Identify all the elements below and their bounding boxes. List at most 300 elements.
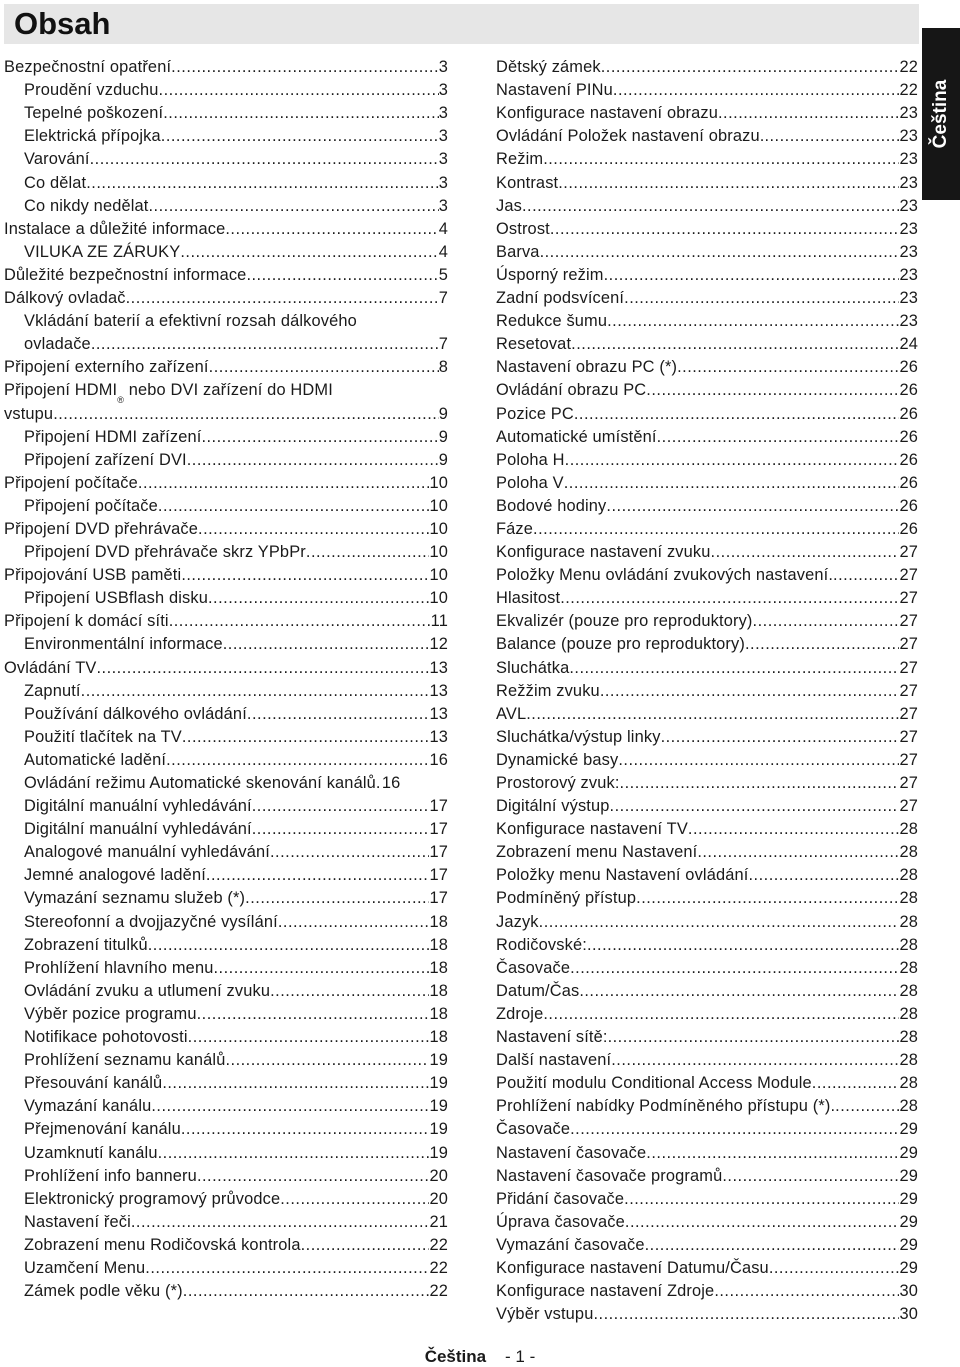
toc-leader-dots xyxy=(270,842,429,862)
toc-entry[interactable] xyxy=(496,1186,918,1209)
toc-entry[interactable] xyxy=(496,608,918,631)
toc-entry-label: Připojení DVD přehrávače xyxy=(4,519,199,538)
toc-leader-dots xyxy=(645,1235,900,1255)
toc-entry[interactable] xyxy=(4,793,448,816)
toc-entry-label: Pozice PC xyxy=(496,404,574,423)
toc-leader-dots xyxy=(646,380,899,400)
toc-leader-dots xyxy=(131,1212,430,1232)
toc-leader-dots xyxy=(158,1143,430,1163)
toc-entry[interactable] xyxy=(496,331,918,354)
toc-entry[interactable] xyxy=(496,77,918,100)
toc-page-number: 13 xyxy=(429,704,448,723)
toc-page-number: 23 xyxy=(899,312,918,331)
toc-entry[interactable] xyxy=(496,100,918,123)
toc-entry-label: Nastavení časovače programů xyxy=(496,1166,723,1185)
toc-page-number: 3 xyxy=(438,81,448,100)
toc-page-number: 19 xyxy=(429,1074,448,1093)
toc-entry-label: Jemné analogové ladění xyxy=(24,866,206,885)
toc-entry[interactable] xyxy=(4,377,448,423)
toc-leader-dots xyxy=(624,288,899,308)
toc-leader-dots xyxy=(187,450,439,470)
toc-leader-dots xyxy=(198,519,429,539)
toc-entry[interactable] xyxy=(4,839,448,862)
toc-entry[interactable] xyxy=(496,1301,918,1324)
toc-page-number: 17 xyxy=(429,889,448,908)
toc-leader-dots xyxy=(625,1212,900,1232)
toc-leader-dots xyxy=(225,1050,429,1070)
toc-entry[interactable] xyxy=(4,654,448,677)
toc-entry[interactable] xyxy=(4,908,448,931)
toc-page-number: 19 xyxy=(429,1120,448,1139)
toc-leader-dots xyxy=(570,1119,899,1139)
toc-leader-dots xyxy=(608,1027,900,1047)
toc-entry-label: Konfigurace nastavení obrazu xyxy=(496,104,718,123)
toc-leader-dots xyxy=(171,57,439,77)
toc-page-number: 27 xyxy=(899,566,918,585)
toc-entry-label: Vymazání seznamu služeb (*) xyxy=(24,889,246,908)
toc-page-number: 26 xyxy=(899,473,918,492)
toc-page-number: 19 xyxy=(429,1051,448,1070)
toc-entry-label: Připojení počítače xyxy=(4,473,138,492)
toc-entry[interactable] xyxy=(4,770,448,793)
toc-entry[interactable] xyxy=(496,701,918,724)
toc-page-number: 10 xyxy=(429,519,448,538)
toc-leader-dots xyxy=(613,80,900,100)
toc-page-number: 23 xyxy=(899,242,918,261)
toc-entry-label: Připojení DVD přehrávače skrz YPbPr xyxy=(24,543,306,562)
toc-entry[interactable] xyxy=(4,193,448,216)
toc-entry[interactable] xyxy=(4,239,448,262)
toc-leader-dots xyxy=(245,888,429,908)
toc-leader-dots xyxy=(181,565,429,585)
toc-leader-dots xyxy=(223,634,430,654)
toc-entry[interactable] xyxy=(496,54,918,77)
toc-entry-label: Uzamčení Menu xyxy=(24,1258,146,1277)
toc-page-number: 18 xyxy=(429,958,448,977)
toc-entry[interactable] xyxy=(496,424,918,447)
toc-entry-label: Ovládání zvuku a utlumení zvuku xyxy=(24,981,271,1000)
toc-leader-dots xyxy=(306,542,430,562)
toc-page-number: 17 xyxy=(429,866,448,885)
toc-entry[interactable] xyxy=(4,562,448,585)
toc-page-number: 7 xyxy=(438,335,448,354)
toc-entry-label: Varování xyxy=(24,150,90,169)
toc-entry-label: Co dělat xyxy=(24,173,87,192)
toc-leader-dots xyxy=(539,912,900,932)
toc-entry[interactable] xyxy=(4,1163,448,1186)
toc-page-number: 28 xyxy=(899,866,918,885)
toc-entry[interactable] xyxy=(496,1116,918,1139)
toc-entry[interactable] xyxy=(496,1139,918,1162)
toc-entry-line xyxy=(24,331,448,354)
toc-entry[interactable] xyxy=(496,354,918,377)
toc-page-number: 27 xyxy=(899,589,918,608)
toc-entry-label: Notifikace pohotovosti xyxy=(24,1028,188,1047)
toc-entry-label: Uzamknutí kanálu xyxy=(24,1143,158,1162)
toc-entry[interactable] xyxy=(4,77,448,100)
toc-entry[interactable] xyxy=(496,1093,918,1116)
toc-entry-label: Analogové manuální vyhledávání xyxy=(24,843,270,862)
toc-entry[interactable] xyxy=(496,1278,918,1301)
toc-entry[interactable] xyxy=(4,1278,448,1301)
toc-entry-label: Nastavení řeči xyxy=(24,1212,131,1231)
toc-leader-dots xyxy=(278,912,430,932)
toc-entry[interactable] xyxy=(4,424,448,447)
toc-leader-dots xyxy=(714,1281,899,1301)
toc-entry[interactable] xyxy=(496,539,918,562)
toc-entry[interactable] xyxy=(4,1139,448,1162)
toc-column-left xyxy=(4,54,448,1301)
toc-entry[interactable] xyxy=(4,216,448,239)
toc-entry[interactable] xyxy=(4,169,448,192)
toc-page-number: 20 xyxy=(429,1189,448,1208)
toc-leader-dots xyxy=(86,173,438,193)
page-footer xyxy=(0,1347,960,1367)
toc-leader-dots xyxy=(620,773,900,793)
toc-leader-dots xyxy=(604,265,900,285)
toc-entry[interactable] xyxy=(4,816,448,839)
toc-entry[interactable] xyxy=(4,631,448,654)
toc-leader-dots xyxy=(81,681,430,701)
toc-entry[interactable] xyxy=(496,978,918,1001)
toc-entry[interactable] xyxy=(4,1047,448,1070)
toc-leader-dots xyxy=(148,935,430,955)
page-title: Obsah xyxy=(14,6,111,41)
toc-leader-dots xyxy=(246,265,438,285)
toc-page-number: 22 xyxy=(899,58,918,77)
toc-entry-label: Konfigurace nastavení zvuku xyxy=(496,543,711,562)
toc-page-number: 23 xyxy=(899,265,918,284)
toc-page-number: 28 xyxy=(899,889,918,908)
toc-entry[interactable] xyxy=(4,493,448,516)
toc-entry-label-line2: ovladače xyxy=(24,335,91,354)
toc-leader-dots xyxy=(161,126,439,146)
toc-leader-dots xyxy=(607,311,899,331)
toc-page-number: 3 xyxy=(438,104,448,123)
toc-entry[interactable] xyxy=(4,539,448,562)
toc-entry[interactable] xyxy=(496,562,918,585)
toc-entry-label: Vymazání kanálu xyxy=(24,1097,152,1116)
toc-entry[interactable] xyxy=(4,1209,448,1232)
toc-page-number: 29 xyxy=(899,1120,918,1139)
toc-page-number: 19 xyxy=(429,1143,448,1162)
toc-entry-label-line2: vstupu xyxy=(4,404,54,423)
toc-page-number: 29 xyxy=(899,1143,918,1162)
toc-page-number: 29 xyxy=(899,1189,918,1208)
toc-entry[interactable] xyxy=(4,724,448,747)
toc-leader-dots xyxy=(197,1166,430,1186)
toc-leader-dots xyxy=(91,334,439,354)
toc-page-number: 27 xyxy=(899,635,918,654)
toc-entry-label: Připojení k domácí síti xyxy=(4,612,169,631)
toc-entry[interactable] xyxy=(4,678,448,701)
toc-entry-label: Ovládání Položek nastavení obrazu. xyxy=(496,127,765,146)
toc-entry[interactable] xyxy=(4,608,448,631)
toc-entry-label: Zobrazení menu Nastavení xyxy=(496,843,698,862)
toc-page-number: 16 xyxy=(381,774,401,792)
toc-entry[interactable] xyxy=(496,1209,918,1232)
toc-leader-dots xyxy=(180,242,438,262)
toc-entry[interactable] xyxy=(496,308,918,331)
toc-page-number: 10 xyxy=(429,589,448,608)
toc-leader-dots xyxy=(533,519,899,539)
toc-page-number: 28 xyxy=(899,981,918,1000)
toc-leader-dots xyxy=(280,1189,429,1209)
toc-page-number: 29 xyxy=(899,1258,918,1277)
toc-entry[interactable] xyxy=(4,862,448,885)
toc-page-number: 4 xyxy=(438,242,448,261)
toc-entry[interactable] xyxy=(496,516,918,539)
toc-entry[interactable] xyxy=(496,262,918,285)
toc-leader-dots xyxy=(543,149,899,169)
toc-entry[interactable] xyxy=(496,400,918,423)
toc-entry-label: Dětský zámek xyxy=(496,58,601,77)
toc-entry[interactable] xyxy=(496,1163,918,1186)
toc-entry[interactable] xyxy=(496,932,918,955)
toc-leader-dots xyxy=(610,796,900,816)
toc-leader-dots xyxy=(636,888,899,908)
toc-leader-dots xyxy=(601,57,900,77)
language-tab xyxy=(922,28,960,200)
toc-page-number: 10 xyxy=(429,473,448,492)
toc-entry[interactable] xyxy=(496,1047,918,1070)
toc-leader-dots xyxy=(618,750,899,770)
toc-entry[interactable] xyxy=(496,470,918,493)
toc-page-number: 21 xyxy=(429,1212,448,1231)
toc-leader-dots xyxy=(764,126,899,146)
toc-entry-line: Připojení HDMI ® nebo DVI zařízení do HDMI xyxy=(4,381,333,406)
toc-entry[interactable] xyxy=(496,216,918,239)
toc-entry[interactable] xyxy=(496,1255,918,1278)
toc-entry-label: Ostrost xyxy=(496,219,550,238)
toc-page-number: 9 xyxy=(438,427,448,446)
toc-entry[interactable] xyxy=(496,169,918,192)
toc-page-number: 9 xyxy=(438,450,448,469)
toc-entry-label: Připojení zařízení DVI xyxy=(24,450,187,469)
toc-entry[interactable] xyxy=(496,285,918,308)
toc-entry[interactable] xyxy=(4,100,448,123)
toc-leader-dots xyxy=(252,796,430,816)
toc-entry[interactable] xyxy=(4,447,448,470)
toc-entry-label: Balance (pouze pro reproduktory) xyxy=(496,635,745,654)
toc-entry-label: Co nikdy nedělat xyxy=(24,196,149,215)
toc-entry-label: Přidání časovače xyxy=(496,1189,625,1208)
toc-page-number: 19 xyxy=(429,1097,448,1116)
toc-entry[interactable] xyxy=(4,54,448,77)
toc-page-number: 8 xyxy=(438,358,448,377)
toc-entry[interactable] xyxy=(4,747,448,770)
toc-page-number: 3 xyxy=(438,173,448,192)
toc-entry[interactable] xyxy=(4,262,448,285)
toc-page-number: 27 xyxy=(899,727,918,746)
toc-leader-dots xyxy=(571,334,899,354)
toc-page-number: 23 xyxy=(899,219,918,238)
toc-page-number: 28 xyxy=(899,935,918,954)
toc-entry-label: Připojení USBflash disku xyxy=(24,589,208,608)
toc-page-number: 30 xyxy=(899,1305,918,1324)
toc-page-number: 29 xyxy=(899,1235,918,1254)
toc-entry[interactable] xyxy=(4,516,448,539)
toc-leader-dots xyxy=(163,103,438,123)
toc-entry[interactable] xyxy=(496,239,918,262)
toc-entry-label: Fáze xyxy=(496,519,534,538)
toc-entry-label: Zdroje xyxy=(496,1004,544,1023)
toc-entry[interactable] xyxy=(4,932,448,955)
toc-page-number: 3 xyxy=(438,127,448,146)
toc-leader-dots xyxy=(53,404,439,424)
toc-entry[interactable] xyxy=(4,1255,448,1278)
toc-entry-label: Konfigurace nastavení Datumu/Času xyxy=(496,1258,769,1277)
toc-page-number: 17 xyxy=(429,797,448,816)
toc-page-number: 28 xyxy=(899,1097,918,1116)
toc-entry[interactable] xyxy=(4,1070,448,1093)
toc-entry[interactable] xyxy=(496,724,918,747)
toc-entry[interactable] xyxy=(496,816,918,839)
toc-entry[interactable] xyxy=(4,1232,448,1255)
toc-entry-label: Nastavení časovače xyxy=(496,1143,647,1162)
toc-entry[interactable] xyxy=(496,862,918,885)
toc-entry-label: Prohlížení nabídky Podmíněného přístupu (*). xyxy=(496,1097,836,1116)
toc-page-number: 27 xyxy=(899,681,918,700)
toc-entry[interactable] xyxy=(4,470,448,493)
toc-page-number: 28 xyxy=(899,1074,918,1093)
toc-entry[interactable] xyxy=(4,308,448,354)
toc-entry[interactable] xyxy=(496,447,918,470)
toc-entry[interactable] xyxy=(496,885,918,908)
toc-entry[interactable] xyxy=(496,193,918,216)
toc-entry[interactable] xyxy=(496,793,918,816)
toc-entry[interactable] xyxy=(496,1001,918,1024)
toc-entry[interactable] xyxy=(496,123,918,146)
toc-leader-dots xyxy=(574,404,900,424)
toc-entry-label: Ovládání TV xyxy=(4,658,97,677)
language-tab-label: Čeština xyxy=(930,79,951,149)
toc-entry-label: Prohlížení hlavního menu xyxy=(24,958,214,977)
toc-page-number: 18 xyxy=(429,1028,448,1047)
toc-page-number: 27 xyxy=(899,774,918,792)
toc-entry[interactable] xyxy=(4,955,448,978)
toc-leader-dots xyxy=(183,1281,430,1301)
toc-entry[interactable] xyxy=(496,678,918,701)
toc-entry[interactable] xyxy=(4,1116,448,1139)
toc-leader-dots xyxy=(745,634,899,654)
toc-entry[interactable] xyxy=(4,885,448,908)
toc-entry-label: Bodové hodiny xyxy=(496,496,607,515)
toc-leader-dots xyxy=(301,1235,430,1255)
toc-entry[interactable] xyxy=(496,377,918,400)
toc-page-number: 10 xyxy=(429,543,448,562)
toc-entry[interactable] xyxy=(496,955,918,978)
toc-entry[interactable] xyxy=(4,1093,448,1116)
toc-entry-label: Výběr vstupu xyxy=(496,1305,594,1324)
toc-leader-dots xyxy=(151,1096,429,1116)
toc-page-number: 23 xyxy=(899,104,918,123)
toc-entry-label: Vkládání baterií a efektivní rozsah dálkového xyxy=(24,312,357,331)
toc-leader-dots xyxy=(197,1004,430,1024)
toc-entry-label: Položky Menu ovládání zvukových nastavení. xyxy=(496,566,834,585)
toc-entry[interactable] xyxy=(4,1024,448,1047)
toc-leader-dots xyxy=(587,935,900,955)
toc-entry[interactable] xyxy=(496,770,918,793)
toc-entry-label: Digitální manuální vyhledávání xyxy=(24,820,252,839)
toc-entry-label: Výběr pozice programu xyxy=(24,1004,197,1023)
toc-entry[interactable] xyxy=(4,146,448,169)
toc-leader-dots xyxy=(697,842,899,862)
toc-entry[interactable] xyxy=(4,701,448,724)
toc-page-number: 28 xyxy=(899,1028,918,1047)
toc-leader-dots xyxy=(181,1119,430,1139)
toc-entry[interactable] xyxy=(4,123,448,146)
toc-leader-dots xyxy=(169,611,431,631)
toc-entry-label: Konfigurace nastavení TV xyxy=(496,820,688,839)
toc-entry-line xyxy=(24,308,357,331)
toc-leader-dots xyxy=(550,219,900,239)
toc-page-number: 20 xyxy=(429,1166,448,1185)
toc-page-number: 9 xyxy=(438,404,448,423)
toc-page-number: 26 xyxy=(899,427,918,446)
toc-entry-label: Kontrast xyxy=(496,173,559,192)
toc-entry[interactable] xyxy=(4,585,448,608)
toc-page-number: 28 xyxy=(899,843,918,862)
toc-entry-label: Připojení HDMI xyxy=(4,381,118,400)
toc-leader-dots xyxy=(718,103,899,123)
toc-entry[interactable] xyxy=(496,146,918,169)
toc-entry-label: Dálkový ovladač xyxy=(4,289,126,308)
toc-entry[interactable] xyxy=(496,585,918,608)
toc-entry[interactable] xyxy=(496,631,918,654)
toc-entry-label: Automatické ladění xyxy=(24,750,167,769)
toc-leader-dots xyxy=(201,427,438,447)
toc-leader-dots xyxy=(208,588,429,608)
toc-entry[interactable] xyxy=(4,285,448,308)
toc-entry[interactable] xyxy=(4,1186,448,1209)
toc-leader-dots xyxy=(206,865,430,885)
toc-leader-dots xyxy=(209,357,439,377)
toc-entry[interactable] xyxy=(4,354,448,377)
toc-entry-label: Důležité bezpečnostní informace xyxy=(4,265,247,284)
toc-page-number: 26 xyxy=(899,381,918,400)
toc-entry-label: Připojování USB paměti xyxy=(4,566,182,585)
toc-entry-label: Položky menu Nastavení ovládání xyxy=(496,866,749,885)
toc-entry[interactable] xyxy=(496,839,918,862)
toc-page-number: 3 xyxy=(438,196,448,215)
toc-entry-label: Přesouvání kanálů xyxy=(24,1074,163,1093)
toc-entry[interactable] xyxy=(4,978,448,1001)
toc-entry[interactable] xyxy=(496,747,918,770)
toc-page-number: 27 xyxy=(899,704,918,723)
toc-leader-dots xyxy=(722,1166,899,1186)
toc-leader-dots xyxy=(753,611,900,631)
toc-entry-label: Prostorový zvuk: xyxy=(496,774,620,792)
toc-entry-label: Časovače xyxy=(496,1120,571,1139)
toc-entry[interactable] xyxy=(496,908,918,931)
toc-entry[interactable] xyxy=(496,654,918,677)
toc-page-number: 23 xyxy=(899,127,918,146)
toc-leader-dots xyxy=(560,588,899,608)
toc-leader-dots xyxy=(748,865,899,885)
toc-entry[interactable] xyxy=(4,1001,448,1024)
toc-leader-dots xyxy=(661,727,900,747)
toc-entry-label: Připojení externího zařízení xyxy=(4,358,209,377)
toc-entry[interactable] xyxy=(496,1070,918,1093)
toc-entry-label: Resetovat xyxy=(496,335,572,354)
toc-entry[interactable] xyxy=(496,1232,918,1255)
toc-leader-dots xyxy=(182,727,430,747)
toc-entry[interactable] xyxy=(496,1024,918,1047)
toc-leader-dots xyxy=(579,981,899,1001)
toc-entry[interactable] xyxy=(496,493,918,516)
page-number: - 1 - xyxy=(505,1347,536,1366)
